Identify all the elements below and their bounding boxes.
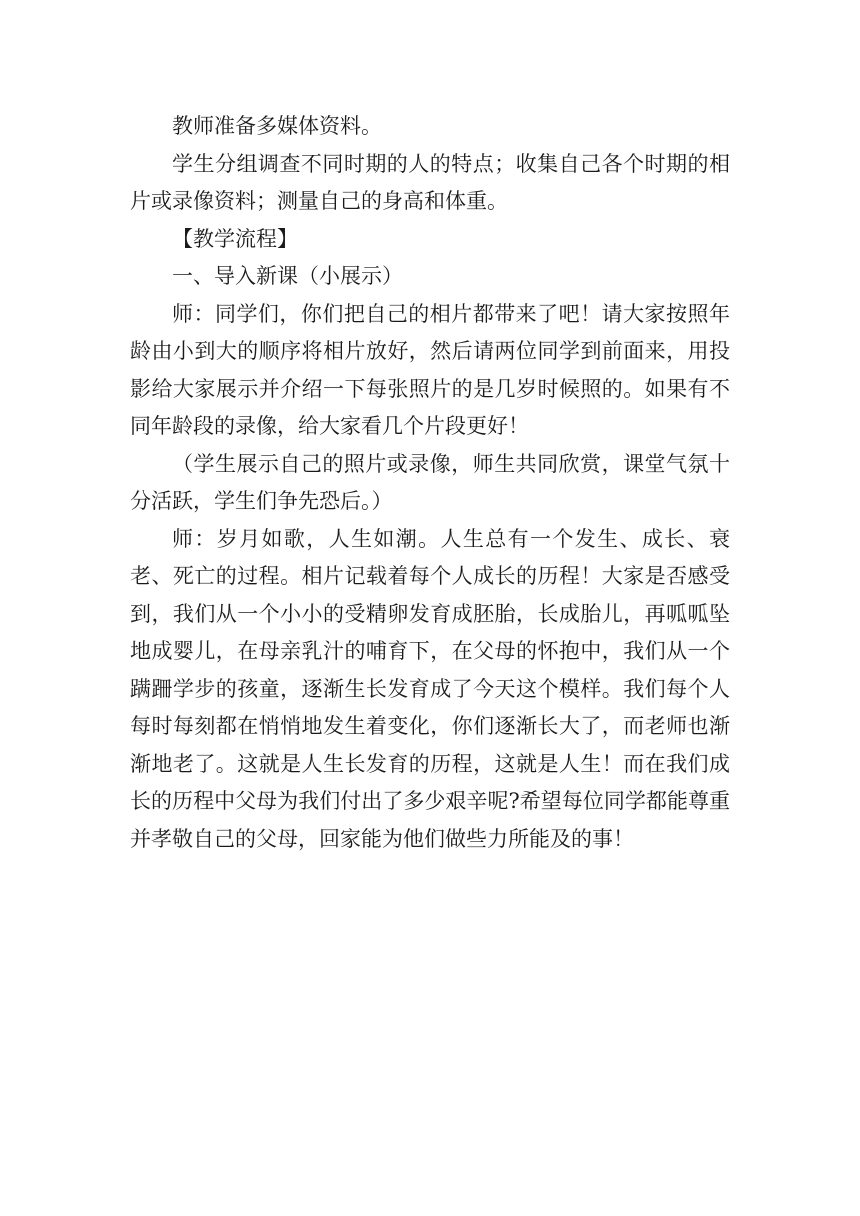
paragraph-teacher-opening: 师：同学们，你们把自己的相片都带来了吧！请大家按照年龄由小到大的顺序将相片放好，然后请两位同学到前面来，用投影给大家展示并介绍一下每张照片的是几岁时候照的。如果有不同年龄段的录像，给大家看几个片段更好！ [130,301,730,438]
paragraph-student-preparation: 学生分组调查不同时期的人的特点；收集自己各个时期的相片或录像资料；测量自己的身高和体重。 [130,151,730,213]
paragraph-materials: 教师准备多媒体资料。 [172,114,382,138]
section-heading-teaching-process: 【教学流程】 [172,226,298,251]
document-body [130,108,730,858]
subsection-heading-introduction: 一、导入新课（小展示） [172,264,403,288]
paragraph-teacher-reflection: 师：岁月如歌，人生如潮。人生总有一个发生、成长、衰老、死亡的过程。相片记载着每个人成长的历程！大家是否感受到，我们从一个小小的受精卵发育成胚胎，长成胎儿，再呱呱坠地成婴儿，在母亲乳汁的哺育下，在父母的怀抱中，我们从一个蹒跚学步的孩童，逐渐生长发育成了今天这个模样。我们每个人每时每刻都在悄悄地发生着变化，你们逐渐长大了，而老师也渐渐地老了。这就是人生长发育的历程，这就是人生！而在我们成长的历程中父母为我们付出了多少艰辛呢?希望每位同学都能尊重并孝敬自己的父母，回家能为他们做些力所能及的事！ [130,526,730,851]
paragraph-student-activity: （学生展示自己的照片或录像，师生共同欣赏，课堂气氛十分活跃，学生们争先恐后。） [130,451,730,513]
